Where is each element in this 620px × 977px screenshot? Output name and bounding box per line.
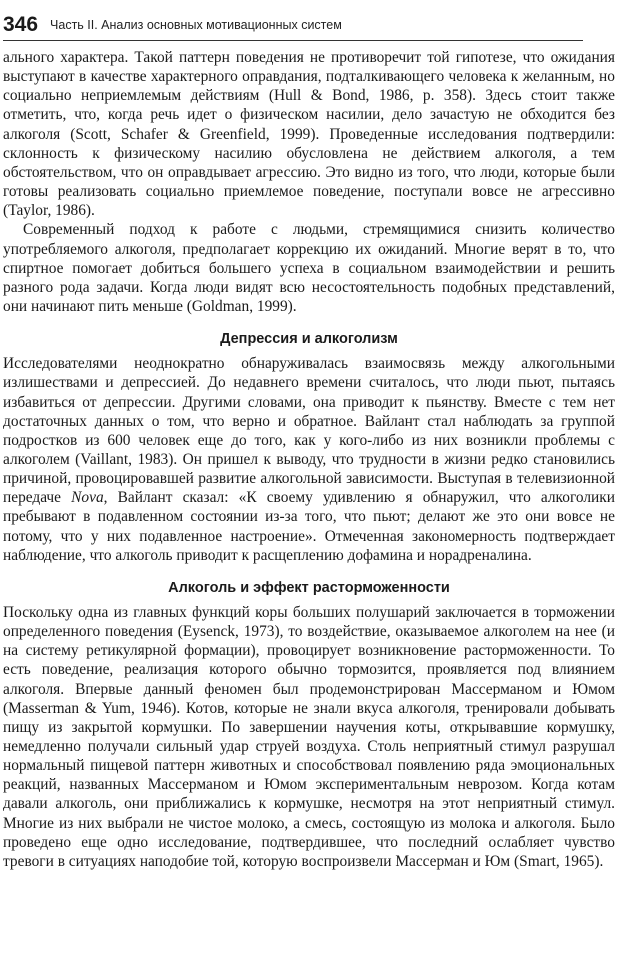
paragraph-depression-part-2: , Вайлант сказал: «К своему удивлению я обнаружил, что алкоголики пребывают в подавленном состоянии из-за того, что пьют; делают же это они вовсе не потому, что у них подавленное настроение». Отмеченная закономерность подтверждает наблюдение, что алкоголь приводит к расщеплению дофамина и норадреналина.	[3, 489, 615, 564]
page-body	[3, 48, 615, 871]
running-head: Часть II. Анализ основных мотивационных систем	[50, 18, 342, 32]
section-heading-depression: Депрессия и алкоголизм	[220, 331, 398, 348]
paragraph-modern-approach: Современный подход к работе с людьми, стремящимися снизить количество употребляемого алкоголя, предполагает коррекцию их ожиданий. Многие верят в то, что спиртное помогает добиться большего успеха в социальном взаимодействии и решить разного рода задачи. Когда люди видят всю несостоятельность подобных представлений, они начинают пить меньше (Goldman, 1999).	[3, 221, 615, 316]
tv-program-title: Nova	[71, 489, 104, 507]
section-heading-disinhibition: Алкоголь и эффект расторможенности	[168, 579, 450, 596]
paragraph-continuation: ального характера. Такой паттерн поведения не противоречит той гипотезе, что ожидания выступают в качестве характерного оправдания, подталкивающего человека к желанным, но социально неприемлемым действиям (Hull & Bond, 1986, p. 358). Здесь стоит также отметить, что, когда речь идет о физическом насилии, дело зачастую не обходится без алкоголя (Scott, Schafer & Greenfield, 1999). Проведенные исследования подтвердили: склонность к физическому насилию обусловлена не действием алкоголя, а тем обстоятельством, что он оправдывает агрессию. Это видно из того, что люди, которые были готовы реализовать социально приемлемое поведение, поступали вовсе не агрессивно (Taylor, 1986).	[3, 49, 615, 220]
paragraph-depression-part-1: Исследователями неоднократно обнаруживалась взаимосвязь между алкогольными излишествами и депрессией. До недавнего времени считалось, что люди пьют, пытаясь избавиться от депрессии. Другими словами, она приводит к пьянству. Вместе с тем нет достаточных данных о том, что верно и обратное. Вайлант стал наблюдать за группой подростков из 600 человек еще до того, как у кого-либо из них возникли проблемы с алкоголем (Vaillant, 1983). Он пришел к выводу, что трудности в жизни редко становились причиной, провоцировавшей развитие алкогольной зависимости. Выступая в телевизионной передаче	[3, 355, 615, 507]
page-header	[3, 10, 583, 41]
page-number: 346	[3, 13, 39, 36]
paragraph-depression	[3, 354, 615, 565]
paragraph-disinhibition: Поскольку одна из главных функций коры больших полушарий заключается в торможении определенного поведения (Eysenck, 1973), то воздействие, оказываемое алкоголем на нее (и на систему ретикулярной формации), провоцирует возникновение расторможенности. То есть поведение, реализация которого обычно тормозится, проявляется под влиянием алкоголя. Впервые данный феномен был продемонстрирован Массерманом и Юмом (Masserman & Yum, 1946). Котов, которые не знали вкуса алкоголя, тренировали добывать пищу из закрытой кормушки. По завершении научения коты, открывавшие кормушку, немедленно получали сильный удар струей воздуха. Столь неприятный стимул разрушал нормальный пищевой паттерн животных и способствовал появлению ряда эмоциональных реакций, названных Массерманом и Юмом экспериментальным неврозом. Когда котам давали алкоголь, они приближались к кормушке, несмотря на этот неприятный стимул. Многие из них выбрали не чистое молоко, а смесь, состоящую из молока и алкоголя. Было проведено еще одно исследование, подтвердившее, что последний ослабляет чувство тревоги в ситуациях наподобие той, которую воспроизвели Массерман и Юм (Smart, 1965).	[3, 603, 615, 870]
